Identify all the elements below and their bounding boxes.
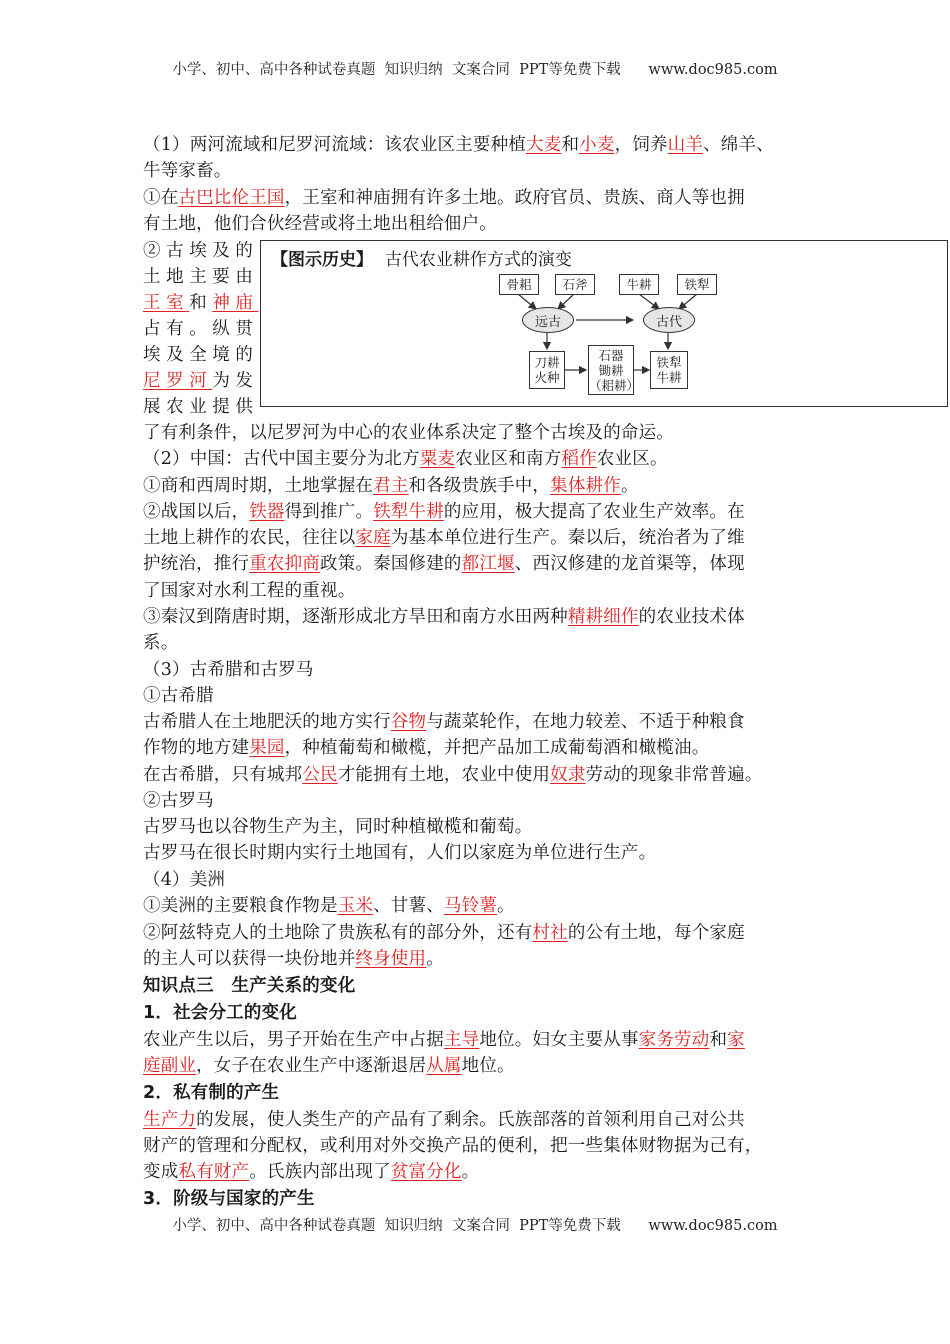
s3-line-1: （3）古希腊和古罗马 [143,660,314,680]
s1-line-7: 王室和神庙 [143,293,259,313]
s2-line-8: 系。 [143,633,179,653]
s1-line-9: 埃及全境的 [143,345,259,365]
s2-line-7: ③秦汉到隋唐时期，逐渐形成北方旱田和南方水田两种精耕细作的农业技术体 [143,607,745,627]
s3-line-6: ②古罗马 [143,791,214,811]
box-niugeng: 牛耕 [619,274,659,295]
s1-line-2: 牛等家畜。 [143,161,232,181]
k3-para-2: 庭副业，女子在农业生产中逐渐退居从属地位。 [143,1056,515,1076]
k3-para-4: 财产的管理和分配权，或利用对外交换产品的便利，把一些集体财物据为己有， [143,1136,763,1156]
box-shifu: 石斧 [555,274,595,295]
k3-para-3: 生产力的发展，使人类生产的产品有了剩余。氏族部落的首领利用自己对公共 [143,1110,745,1130]
s1-line-4: 有土地，他们合伙经营或将土地出租给佃户。 [143,214,497,234]
s3-line-5: 在古希腊，只有城邦公民才能拥有土地，农业中使用奴隶劳动的现象非常普遍。 [143,765,763,785]
page-footer: 小学、初中、高中各种试卷真题 知识归纳 文案合同 PPT等免费下载 www.doc985.com [172,1218,778,1234]
k3-para-5: 变成私有财产。氏族内部出现了贫富分化。 [143,1162,480,1182]
s1-line-8: 占有。纵贯 [143,319,259,339]
box-stone-hoe: 石器 锄耕 （耜耕） [588,345,634,395]
s2-line-5: 护统治，推行重农抑商政策。秦国修建的都江堰、西汉修建的龙首渠等，体现 [143,554,745,574]
k3-heading-3: 3．阶级与国家的产生 [143,1189,315,1209]
s2-line-3: ②战国以后，铁器得到推广。铁犁牛耕的应用，极大提高了农业生产效率。在 [143,502,745,522]
k3-para-1: 农业产生以后，男子开始在生产中占据主导地位。妇女主要从事家务劳动和家 [143,1030,745,1050]
s1-line-6: 土地主要由 [143,267,259,287]
s4-line-2: ①美洲的主要粮食作物是玉米、甘薯、马铃薯。 [143,896,515,916]
s1-line-10: 尼罗河为发 [143,371,259,391]
s2-line-4: 土地上耕作的农民，往往以家庭为基本单位进行生产。秦以后，统治者为了维 [143,528,745,548]
box-gusi: 骨耜 [499,274,539,295]
diagram-title: 【图示历史】 古代农业耕作方式的演变 [271,250,572,270]
page-header: 小学、初中、高中各种试卷真题 知识归纳 文案合同 PPT等免费下载 www.doc985.com [172,62,778,78]
s1-line-5: ②古埃及的 [143,241,259,261]
k3-heading-1: 1．社会分工的变化 [143,1003,297,1023]
s2-line-6: 了国家对水利工程的重视。 [143,581,356,601]
s3-line-3: 古希腊人在土地肥沃的地方实行谷物与蔬菜轮作，在地力较差、不适于种粮食 [143,712,745,732]
node-yuangu: 远古 [522,307,574,333]
s1-line-3: ①在古巴比伦王国，王室和神庙拥有许多土地。政府官员、贵族、商人等也拥 [143,188,745,208]
box-iron-plough: 铁犁 牛耕 [650,351,688,389]
farming-evolution-diagram [260,240,948,407]
s4-line-1: （4）美洲 [143,870,226,890]
box-daogeng-huozhong: 刀耕 火种 [529,351,565,389]
s3-line-4: 作物的地方建果园，种植葡萄和橄榄，并把产品加工成葡萄酒和橄榄油。 [143,738,710,758]
k3-title: 知识点三 生产关系的变化 [143,976,356,996]
box-tieli: 铁犁 [677,274,717,295]
s3-line-7: 古罗马也以谷物生产为主，同时种植橄榄和葡萄。 [143,817,533,837]
k3-heading-2: 2．私有制的产生 [143,1083,280,1103]
s4-line-4: 的主人可以获得一块份地并终身使用。 [143,949,444,969]
s2-line-1: （2）中国：古代中国主要分为北方粟麦农业区和南方稻作农业区。 [143,449,668,469]
s2-line-2: ①商和西周时期，土地掌握在君主和各级贵族手中，集体耕作。 [143,476,639,496]
s1-line-1: （1）两河流域和尼罗河流域：该农业区主要种植大麦和小麦，饲养山羊、绵羊、 [143,135,774,155]
s3-line-2: ①古希腊 [143,686,214,706]
s3-line-8: 古罗马在很长时期内实行土地国有，人们以家庭为单位进行生产。 [143,843,657,863]
s4-line-3: ②阿兹特克人的土地除了贵族私有的部分外，还有村社的公有土地，每个家庭 [143,923,745,943]
s1-line-12: 了有利条件，以尼罗河为中心的农业体系决定了整个古埃及的命运。 [143,423,674,443]
s1-line-11: 展农业提供 [143,397,259,417]
node-gudai: 古代 [643,307,695,333]
